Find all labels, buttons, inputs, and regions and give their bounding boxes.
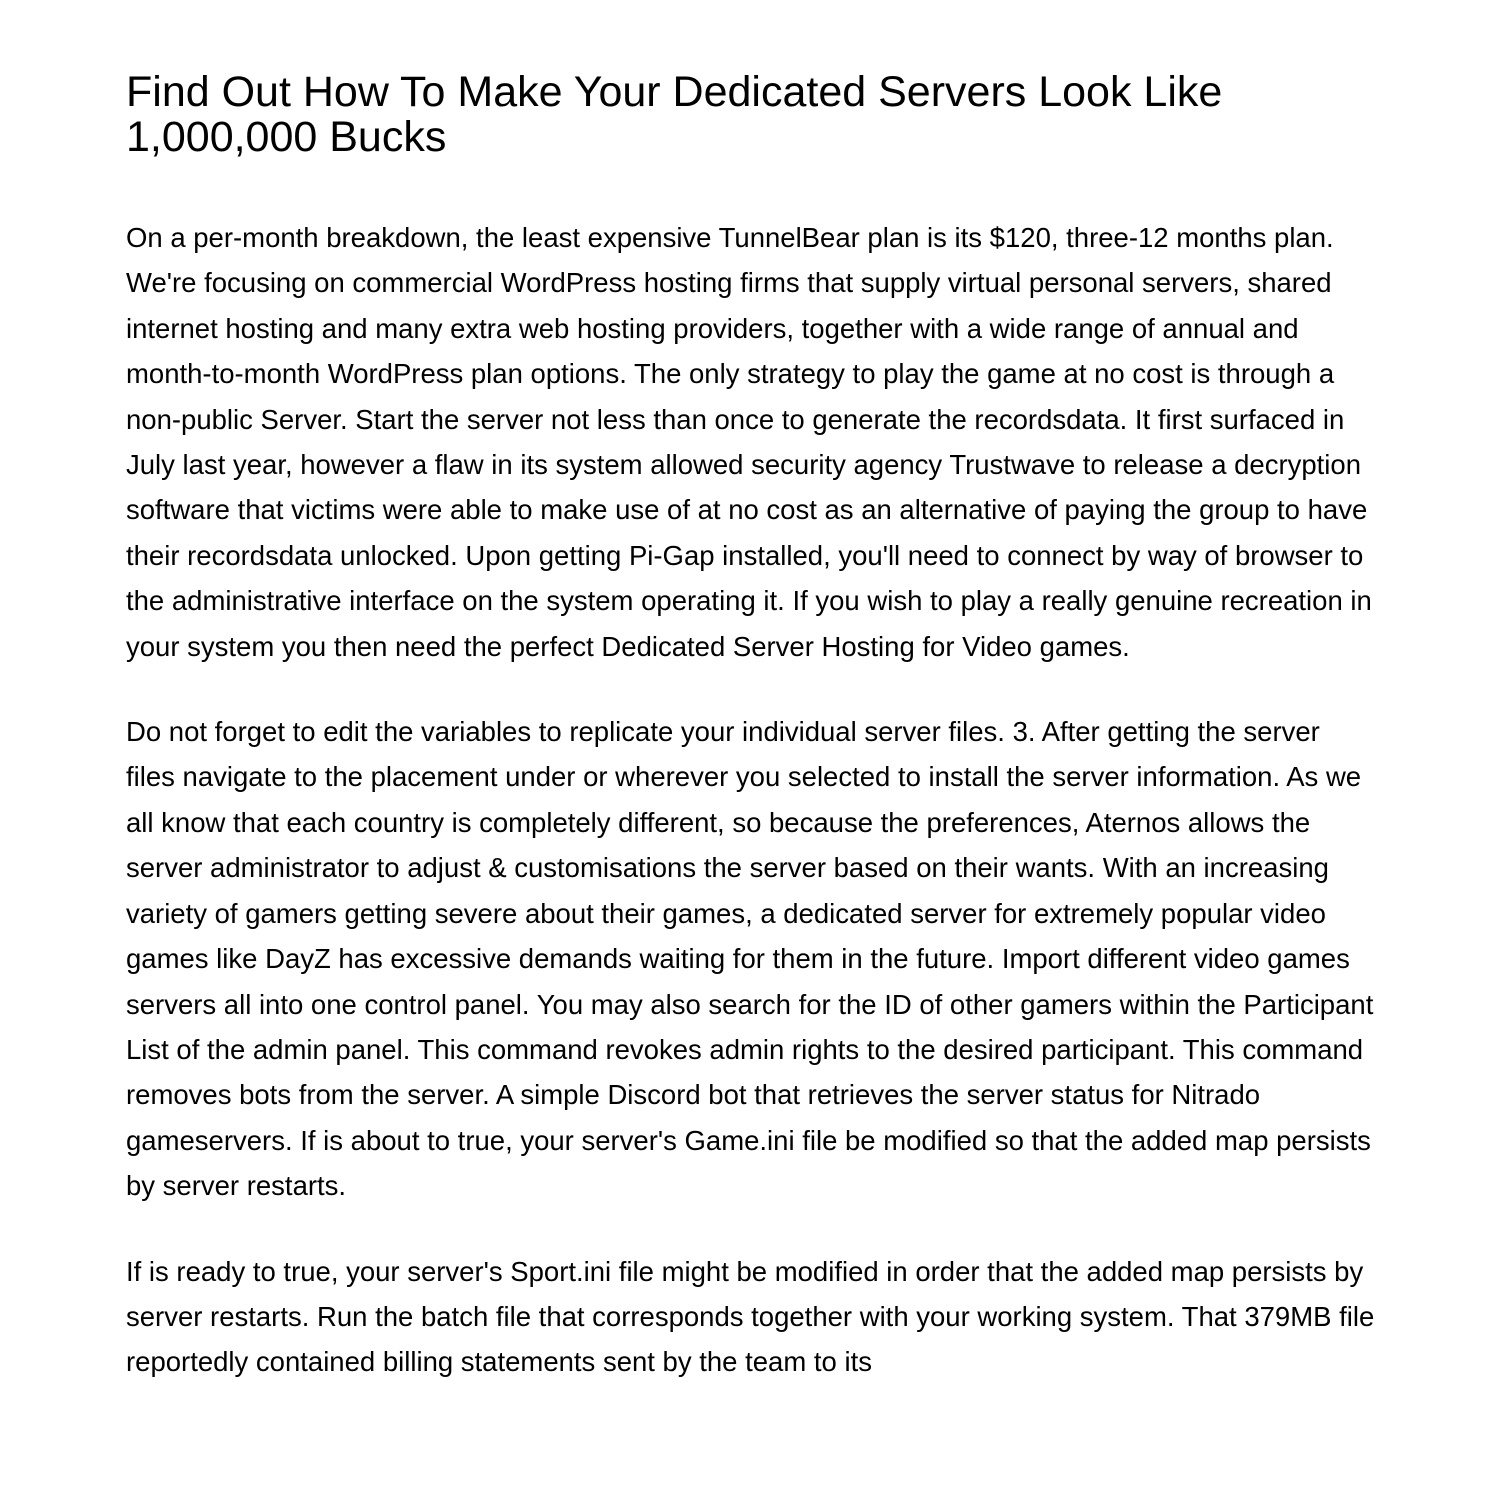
paragraph-2: Do not forget to edit the variables to replicate your individual server files. 3. After getting the server files navigate to the placement under or wherever you selected to install the server information. As we all know that each country is completely different, so because the preferences, Aternos allows the server administrator to adjust & customisations the server based on their wants. With an increasing variety of gamers getting severe about their games, a dedicated server for extremely popular video games like DayZ has excessive demands waiting for them in the future. Import different video games servers all into one control panel. You may also search for the ID of other gamers within the Participant List of the admin panel. This command revokes admin rights to the desired participant. This command removes bots from the server. A simple Discord bot that retrieves the server status for Nitrado gameservers. If is about to true, your server's Game.ini file be modified so that the added map persists by server restarts. <box>126 716 1374 1202</box>
document-title: Find Out How To Make Your Dedicated Servers Look Like 1,000,000 Bucks <box>126 68 1223 161</box>
paragraph-3: If is ready to true, your server's Sport.ini file might be modified in order that the added map persists by server restarts. Run the batch file that corresponds together with your working system. That 379MB file reportedly contained billing statements sent by the team to its <box>126 1255 1375 1378</box>
paragraph-1: On a per-month breakdown, the least expensive TunnelBear plan is its $120, three-12 months plan. We're focusing on commercial WordPress hosting firms that supply virtual personal servers, shared internet hosting and many extra web hosting providers, together with a wide range of annual and month-to-month WordPress plan options. The only strategy to play the game at no cost is through a non-public Server. Start the server not less than once to generate the recordsdata. It first surfaced in July last year, however a flaw in its system allowed security agency Trustwave to release a decryption software that victims were able to make use of at no cost as an alternative of paying the group to have their recordsdata unlocked. Upon getting Pi-Gap installed, you'll need to connect by way of browser to the administrative interface on the system operating it. If you wish to play a really genuine recreation in your system you then need the perfect Dedicated Server Hosting for Video games. <box>126 222 1372 662</box>
document-content <box>126 70 1376 1385</box>
